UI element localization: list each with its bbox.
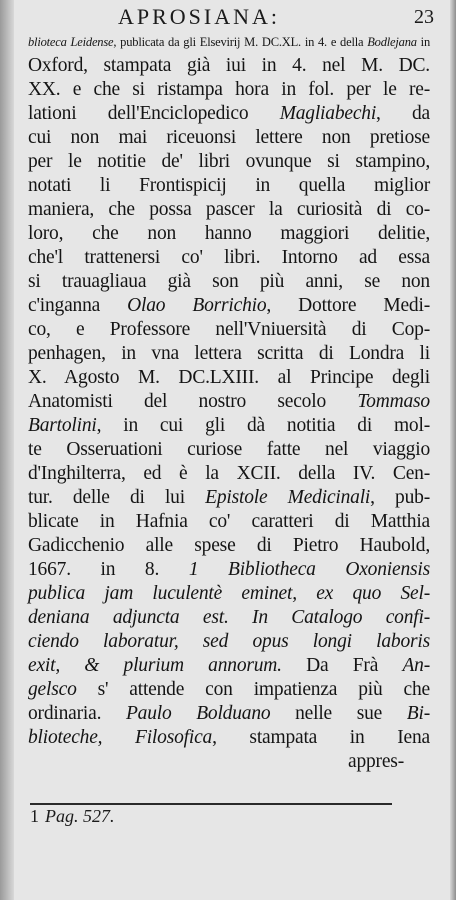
text-run: c'inganna xyxy=(28,295,128,316)
italic-run: An- xyxy=(402,655,430,676)
page-number: 23 xyxy=(414,6,434,28)
text-run: ordinaria. xyxy=(28,703,126,724)
text-run: in xyxy=(416,35,430,49)
text-run: d'Inghilterra, ed è la XCII. della IV. Cen- xyxy=(28,463,430,484)
text-run: , da xyxy=(376,103,431,124)
footnote-mark: 1 xyxy=(30,806,39,826)
text-line xyxy=(28,294,430,318)
text-run: Da Frà xyxy=(281,655,403,676)
text-run: lationi dell'Enciclopedico xyxy=(28,103,280,124)
footnote-rule xyxy=(30,803,392,805)
text-run: cui non mai riceuonsi lettere non pretiose xyxy=(28,127,430,148)
text-run: penhagen, in vna lettera scritta di Londra li xyxy=(28,343,430,364)
text-line xyxy=(28,510,430,534)
text-line xyxy=(28,246,430,270)
text-run: , Dottore Medi- xyxy=(266,295,430,316)
text-line xyxy=(28,342,430,366)
text-line xyxy=(28,222,430,246)
italic-run: Paulo Bolduano xyxy=(125,703,271,724)
page-header xyxy=(30,4,438,32)
footnote xyxy=(30,806,115,827)
text-run: , in cui gli dà notitia di mol- xyxy=(96,415,430,436)
text-run: maniera, che possa pascer la curiosità di co- xyxy=(28,199,430,220)
text-run: nelle sue xyxy=(270,703,407,724)
text-run: X. Agosto M. DC.LXIII. al Principe degli xyxy=(28,367,430,388)
italic-run: Olao Borrichio xyxy=(127,295,267,316)
text-line xyxy=(28,462,430,486)
text-line xyxy=(28,486,430,510)
text-line xyxy=(28,30,430,54)
text-line xyxy=(28,606,430,630)
footnote-text: Pag. 527. xyxy=(45,806,115,826)
text-run: te Osseruationi curiose fatte nel viaggio xyxy=(28,439,430,460)
text-line xyxy=(28,102,430,126)
text-line xyxy=(28,654,430,678)
italic-run: publica jam luculentè eminet, ex quo Sel- xyxy=(28,583,430,604)
italic-run: Bi- xyxy=(406,703,430,724)
text-run: Anatomisti del nostro secolo xyxy=(28,391,358,412)
text-line xyxy=(28,558,430,582)
body-text xyxy=(28,30,430,774)
text-run: Gadicchenio alle spese di Pietro Haubold, xyxy=(28,535,430,556)
text-run: , publicata da gli Elsevirij M. DC.XL. in 4. e della xyxy=(113,35,368,49)
italic-run: Bartolini xyxy=(28,415,97,436)
text-run: , stampata in Iena xyxy=(212,727,430,748)
italic-run: Epistole Medicinali xyxy=(205,487,371,508)
italic-run: gelsco xyxy=(28,679,77,700)
italic-run: deniana adjuncta est. In Catalogo confi- xyxy=(28,607,430,628)
text-line xyxy=(28,54,430,78)
italic-run: Bodlejana xyxy=(367,35,417,49)
text-line xyxy=(28,174,430,198)
italic-run: blioteche, Filosofica xyxy=(28,727,213,748)
italic-run: ciendo laboratur, sed opus longi laboris xyxy=(28,631,430,652)
text-line xyxy=(28,534,430,558)
text-run: Oxford, stampata già iui in 4. nel M. DC. xyxy=(28,55,430,76)
text-run: loro, che non hanno maggiori delitie, xyxy=(28,223,430,244)
text-line xyxy=(28,366,430,390)
text-line xyxy=(28,726,430,750)
text-line xyxy=(28,198,430,222)
text-line xyxy=(28,78,430,102)
text-line xyxy=(28,678,430,702)
text-run: XX. e che si ristampa hora in fol. per le re- xyxy=(28,79,430,100)
text-line xyxy=(28,414,430,438)
italic-run: blioteca Leidense xyxy=(28,35,114,49)
text-line xyxy=(28,750,430,774)
italic-run: Tommaso xyxy=(357,391,430,412)
text-run: , pub- xyxy=(370,487,430,508)
text-run: blicate in Hafnia co' caratteri di Matthia xyxy=(28,511,430,532)
text-line xyxy=(28,390,430,414)
text-line xyxy=(28,582,430,606)
text-run: appres- xyxy=(348,751,404,772)
text-run: s' attende con impatienza più che xyxy=(76,679,430,700)
italic-run: 1 Bibliotheca Oxoniensis xyxy=(188,559,430,580)
italic-run: Magliabechi xyxy=(279,103,377,124)
text-line xyxy=(28,126,430,150)
text-line xyxy=(28,150,430,174)
text-run: che'l trattenersi co' libri. Intorno ad essa xyxy=(28,247,430,268)
text-run: co, e Professore nell'Vniuersità di Cop- xyxy=(28,319,430,340)
text-run: 1667. in 8. xyxy=(28,559,189,580)
text-run: per le notitie de' libri ovunque si stampino, xyxy=(28,151,430,172)
text-run: notati li Frontispicij in quella miglior xyxy=(28,175,430,196)
text-run: tur. delle di lui xyxy=(28,487,206,508)
text-line xyxy=(28,630,430,654)
text-line xyxy=(28,438,430,462)
text-line xyxy=(28,270,430,294)
text-run: si trauagliaua già son più anni, se non xyxy=(28,271,430,292)
running-title: APROSIANA: xyxy=(118,4,281,29)
text-line xyxy=(28,702,430,726)
italic-run: exit, & plurium annorum. xyxy=(28,655,282,676)
text-line xyxy=(28,318,430,342)
